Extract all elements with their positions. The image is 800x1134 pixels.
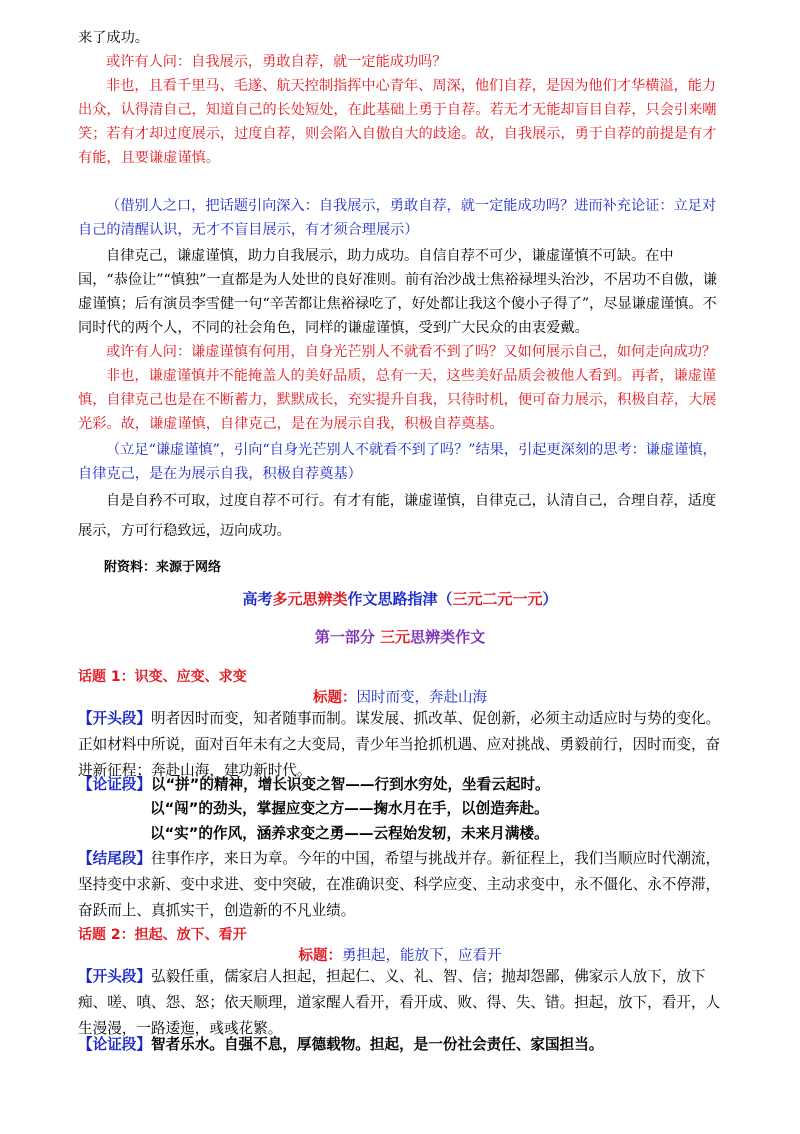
comment-2: （立足“谦虚谨慎”，引向“自身光芒别人不就看不到了吗？”结果，引起更深刻的思考：谦虚谨慎，自律克己，是在为展示自我，积极自荐奠基） (78, 442, 717, 482)
topic-1-argument-2: 以“闯”的劲头，掌握应变之方——掬水月在手，以创造奔赴。 (150, 800, 549, 817)
topic-1-label: 话题 1：识变、应变、求变 (78, 669, 247, 685)
guide-title-part-b: 多元思辨类 (272, 590, 348, 608)
topic-1-opening-tag: 【开头段】 (78, 710, 151, 727)
body-paragraph-1: 自律克己，谦虚谨慎，助力自我展示，助力成功。自信自荐不可少，谦虚谨慎不可缺。在中国，“恭俭让”“慎独”一直都是为人处世的良好准则。前有治沙战士焦裕禄埋头治沙，不居功不自傲，谦虚谨慎；后有演员李雪健一句“辛苦都让焦裕禄吃了，好处都让我这个傻小子得了”，尽显谦虚谨慎。不同时代的两个人，不同的社会角色，同样的谦虚谨慎，受到广大民众的由衷爱戴。 (78, 248, 718, 336)
appendix-note: 附资料：来源于网络 (104, 560, 222, 575)
guide-title-part-a: 高考 (242, 590, 273, 608)
body-paragraph-2: 自是自矜不可取，过度自荐不可行。有才有能，谦虚谨慎，自律克己，认清自己，合理自荐，适度展示，方可行稳致远，迈向成功。 (78, 493, 717, 539)
topic-1-ending (78, 846, 728, 924)
continued-line: 来了成功。 (78, 30, 149, 46)
topic-1-argument-3: 以“实”的作风，涵养求变之勇——云程始发轫，未来月满楼。 (150, 825, 549, 842)
topic-1-headline-text: 因时而变，奔赴山海 (356, 690, 487, 706)
part-heading-c: 思辨类作文 (410, 628, 486, 646)
topic-2-label: 话题 2：担起、放下、看开 (78, 927, 247, 943)
topic-2-opening (78, 964, 728, 1042)
topic-1-argument-tag: 【论证段】 (78, 776, 151, 793)
topic-1-opening-text: 明者因时而变，知者随事而制。谋发展、抓改革、促创新，必须主动适应时与势的变化。正如材料中所说，面对百年未有之大变局，青少年当抢抓机遇、应对挑战、勇毅前行，因时而变，奋进新征程；奔赴山海，建功新时代。 (78, 710, 721, 779)
topic-1-argument-1-text: 以“拼”的精神，增长识变之智——行到水穷处，坐看云起时。 (150, 776, 550, 793)
topic-2-headline-tag: 标题： (298, 948, 342, 964)
topic-2-argument (78, 1032, 728, 1058)
topic-2-headline-text: 勇担起，能放下，应看开 (342, 948, 502, 964)
part-heading (0, 626, 800, 647)
question-1: 或许有人问：自我展示，勇敢自荐，就一定能成功吗？ (106, 54, 447, 70)
guide-title-part-c: 作文思路指津（ (347, 590, 453, 608)
guide-title (0, 588, 800, 609)
guide-title-part-d: 三元二元一元 (452, 590, 543, 608)
topic-1-argument-1 (78, 772, 728, 798)
part-heading-a: 第一部分 (314, 628, 381, 646)
comment-1: （借别人之口，把话题引向深入：自我展示，勇敢自荐，就一定能成功吗？进而补充论证：立足对自己的清醒认识，无才不盲目展示，有才须合理展示） (78, 198, 717, 238)
part-heading-b: 三元 (380, 628, 411, 646)
topic-1-headline-tag: 标题： (313, 690, 357, 706)
topic-1-ending-tag: 【结尾段】 (78, 850, 151, 867)
guide-title-part-e: ） (542, 590, 558, 608)
topic-2-argument-text: 智者乐水。自强不息，厚德载物。担起，是一份社会责任、家国担当。 (150, 1036, 604, 1053)
topic-2-opening-tag: 【开头段】 (78, 968, 151, 985)
answer-2: 非也，谦虚谨慎并不能掩盖人的美好品质，总有一天，这些美好品质会被他人看到。再者，谦虚谨慎，自律克己也是在不断蓄力，默默成长，充实提升自我，只待时机，便可奋力展示，积极自荐，大展光彩。故，谦虚谨慎，自律克己，是在为展示自我，积极自荐奠基。 (78, 368, 717, 432)
topic-1-headline (0, 686, 800, 707)
topic-2-opening-text: 弘毅任重，儒家启人担起，担起仁、义、礼、智、信；抛却怨鄙，佛家示人放下，放下痴、嗟、嗔、怨、怒；依天顺理，道家醒人看开，看开成、败、得、失、错。担起，放下，看开，人生漫漫，一路逶迤，彧彧花繁。 (78, 968, 721, 1037)
question-2: 或许有人问：谦虚谨慎有何用，自身光芒别人不就看不到了吗？又如何展示自己，如何走向成功？ (106, 344, 717, 360)
answer-1: 非也，且看千里马、毛遂、航天控制指挥中心青年、周深，他们自荐，是因为他们才华横溢，能力出众，认得清自己，知道自己的长处短处，在此基础上勇于自荐。若无才无能却盲目自荐，只会引来嘲笑；若有才却过度展示，过度自荐，则会陷入自傲自大的歧途。故，自我展示，勇于自荐的前提是有才有能，且要谦虚谨慎。 (78, 78, 717, 166)
topic-2-headline (0, 944, 800, 965)
topic-2-argument-tag: 【论证段】 (78, 1036, 151, 1053)
topic-1-ending-text: 往事作序，来日为章。今年的中国，希望与挑战并存。新征程上，我们当顺应时代潮流，坚持变中求新、变中求进、变中突破，在准确识变、科学应变、主动求变中，永不僵化、永不停滞，奋跃而上、真抓实干，创造新的不凡业绩。 (78, 850, 721, 919)
